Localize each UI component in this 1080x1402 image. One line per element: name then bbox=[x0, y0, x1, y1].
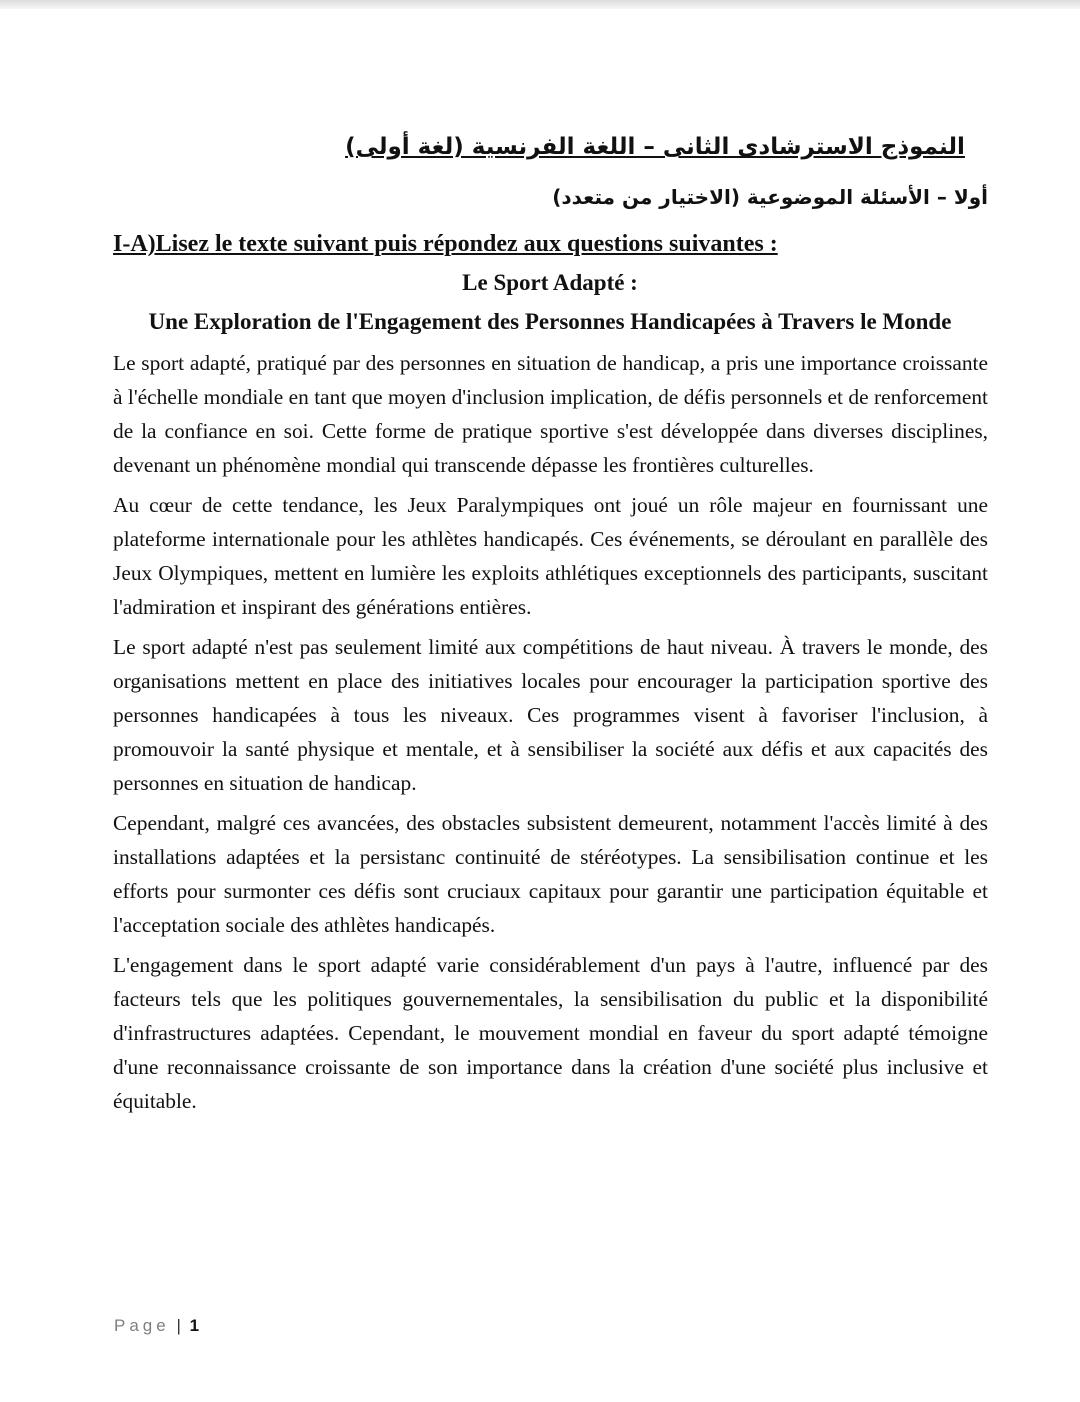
page-footer bbox=[114, 1316, 199, 1336]
arabic-section-subtitle: أولا – الأسئلة الموضوعية (الاختيار من متعدد) bbox=[552, 185, 988, 209]
reading-passage bbox=[113, 346, 988, 1124]
text-subtitle: Une Exploration de l'Engagement des Personnes Handicapées à Travers le Monde bbox=[148, 309, 952, 334]
page-number: 1 bbox=[189, 1316, 200, 1335]
page-label: Page bbox=[114, 1316, 170, 1335]
paragraph: L'engagement dans le sport adapté varie considérablement d'un pays à l'autre, influencé par des facteurs tels que les politiques gouvernementales, la sensibilisation du public et la disponibilité d'infrastructures adaptées. Cependant, le mouvement mondial en faveur du sport adapté témoigne d'une reconnaissance croissante de son importance dans la création d'une société plus inclusive et équitable. bbox=[113, 953, 988, 1113]
text-title: Le Sport Adapté : bbox=[462, 270, 638, 295]
reading-instruction: I-A)Lisez le texte suivant puis répondez aux questions suivantes : bbox=[113, 231, 778, 257]
paragraph: Cependant, malgré ces avancées, des obstacles subsistent demeurent, notamment l'accès limité à des installations adaptées et la persistanc continuité de stéréotypes. La sensibilisation continue et les efforts pour surmonter ces défis sont cruciaux capitaux pour garantir une participation équitable et l'acceptation sociale des athlètes handicapés. bbox=[113, 811, 988, 937]
page-separator: | bbox=[176, 1316, 181, 1335]
arabic-exam-title: النموذج الاسترشادى الثانى – اللغة الفرنسية (لغة أولى) bbox=[345, 134, 965, 160]
paragraph: Au cœur de cette tendance, les Jeux Paralympiques ont joué un rôle majeur en fournissant une plateforme internationale pour les athlètes handicapés. Ces événements, se déroulant en parallèle des Jeux Olympiques, mettent en lumière les exploits athlétiques exceptionnels des participants, suscitant l'admiration et inspirant des générations entières. bbox=[113, 493, 988, 619]
paragraph: Le sport adapté, pratiqué par des personnes en situation de handicap, a pris une importance croissante à l'échelle mondiale en tant que moyen d'inclusion implication, de défis personnels et de renforcement de la confiance en soi. Cette forme de pratique sportive s'est développée dans diverses disciplines, devenant un phénomène mondial qui transcende dépasse les frontières culturelles. bbox=[113, 351, 988, 477]
paragraph: Le sport adapté n'est pas seulement limité aux compétitions de haut niveau. À travers le monde, des organisations mettent en place des initiatives locales pour encourager la participation sportive des personnes handicapées à tous les niveaux. Ces programmes visent à favoriser l'inclusion, à promouvoir la santé physique et mentale, et à sensibiliser la société aux défis et aux capacités des personnes en situation de handicap. bbox=[113, 635, 988, 795]
